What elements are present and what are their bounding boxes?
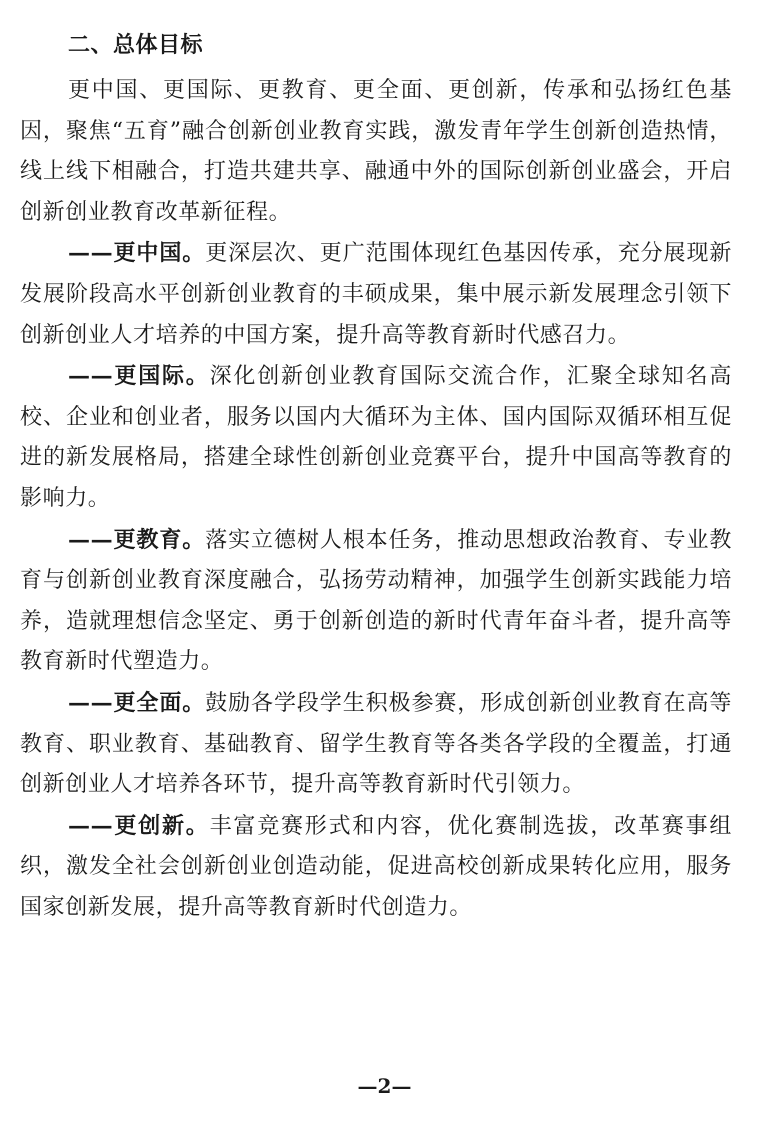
paragraph-text: 丰富竞赛形式和内容，优化赛制选拔，改革赛事组织，激发全社会创新创业创造动能，促进高校创新成果转化应用，服务国家创新发展，提升高等教育新时代创造力。 bbox=[20, 813, 733, 920]
page-number: —2— bbox=[357, 1074, 412, 1098]
paragraph-lead: ——更创新。 bbox=[68, 812, 210, 839]
paragraph-lead: ——更教育。 bbox=[68, 526, 206, 553]
paragraph-overall-goal bbox=[20, 70, 732, 233]
paragraph-text: 更中国、更国际、更教育、更全面、更创新，传承和弘扬红色基因，聚焦“五育”融合创新创业教育实践，激发青年学生创新创造热情，线上线下相融合，打造共建共享、融通中外的国际创新创业盛会，开启创新创业教育改革新征程。 bbox=[20, 78, 732, 225]
paragraph-more-educational bbox=[20, 520, 732, 683]
paragraph-more-international bbox=[20, 356, 732, 519]
paragraph-lead: ——更全面。 bbox=[68, 689, 206, 716]
paragraph-text: 更深层次、更广范围体现红色基因传承，充分展现新发展阶段高水平创新创业教育的丰硕成果，集中展示新发展理念引领下创新创业人才培养的中国方案，提升高等教育新时代感召力。 bbox=[20, 241, 732, 348]
paragraph-lead: ——更国际。 bbox=[68, 363, 210, 390]
paragraph-text: 深化创新创业教育国际交流合作，汇聚全球知名高校、企业和创业者，服务以国内大循环为主体、国内国际双循环相互促进的新发展格局，搭建全球性创新创业竞赛平台，提升中国高等教育的影响力。 bbox=[20, 364, 733, 511]
paragraph-more-innovative bbox=[20, 806, 732, 929]
paragraph-more-comprehensive bbox=[20, 683, 732, 806]
paragraph-more-chinese bbox=[20, 233, 732, 356]
section-heading: 二、总体目标 bbox=[68, 33, 204, 58]
paragraph-lead: ——更中国。 bbox=[68, 240, 206, 267]
body-text bbox=[20, 70, 732, 928]
paragraph-text: 鼓励各学段学生积极参赛，形成创新创业教育在高等教育、职业教育、基础教育、留学生教育等各类各学段的全覆盖，打通创新创业人才培养各环节，提升高等教育新时代引领力。 bbox=[20, 690, 732, 798]
paragraph-text: 落实立德树人根本任务，推动思想政治教育、专业教育与创新创业教育深度融合，弘扬劳动精神，加强学生创新实践能力培养，造就理想信念坚定、勇于创新创造的新时代青年奋斗者，提升高等教育新时代塑造力。 bbox=[20, 527, 732, 675]
